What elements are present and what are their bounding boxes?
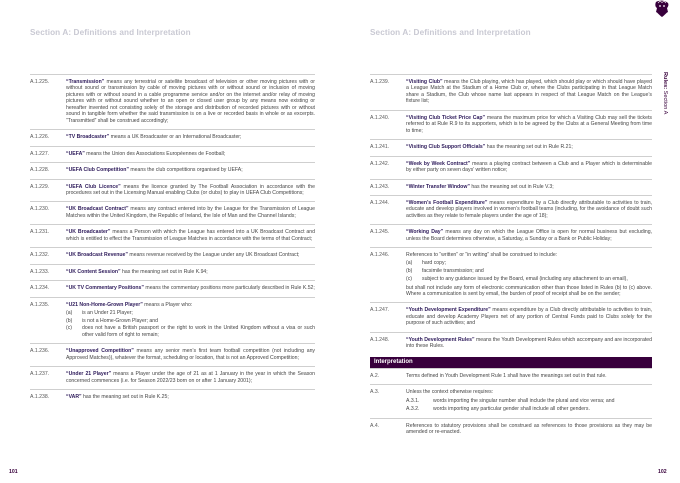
definition-entry	[30, 343, 315, 366]
entry-text: means a Player who:	[142, 301, 193, 308]
entry-number: A.1.244.	[370, 199, 390, 206]
entry-text: means any senior men’s first team football competition (not including any Approved Matches)), whatever the format, scheduling or location, that is not an Approved Competition;	[66, 348, 315, 361]
entry-number: A.1.246.	[370, 252, 390, 259]
entry-body	[66, 151, 315, 157]
entry-body	[66, 371, 315, 384]
entry-number: A.1.239.	[370, 79, 390, 85]
definition-entry	[370, 156, 652, 179]
sub-item-text: facsimile transmission; and	[422, 268, 484, 275]
entry-body	[406, 184, 652, 190]
defined-term: “Youth Development Rules”	[406, 336, 475, 343]
entry-text: means the Youth Development Rules which accompany and are incorporated into these Rules.	[406, 336, 652, 350]
defined-term: “U21 Non-Home-Grown Player”	[66, 301, 143, 308]
entry-text: means the commentary positions more particularly described in Rule K.52;	[143, 285, 315, 292]
entry-body	[66, 79, 315, 124]
entry-number: A.1.236.	[30, 348, 50, 355]
entry-text: has the meaning set out in Rule K.25;	[81, 394, 169, 401]
entry-number: A.1.235.	[30, 301, 50, 308]
entry-body	[406, 373, 652, 379]
definition-entry	[370, 384, 652, 417]
entry-number: A.1.233.	[30, 268, 50, 275]
sub-clause-number: A.3.2.	[406, 406, 420, 413]
side-tab-text: Section A	[662, 89, 668, 115]
entry-body	[406, 200, 652, 219]
sub-clause-text: words importing any particular gender shall include all other genders.	[433, 406, 590, 413]
definition-entry	[30, 297, 315, 344]
definition-entry	[370, 224, 652, 247]
entry-text: means the Club playing, which has played, which should play or which should have played a League Match at the Stadium of a Home Club or, where the Clubs participating in that League Match share a Stadium, the Club whose name last appears in respect of that League Match on the League’s fixture list;	[406, 79, 652, 105]
definition-entry	[370, 332, 652, 355]
entry-text: means the maximum price for which a Visiting Club may sell the tickets referred to at Rule R.9 to its supporters, which is to be agreed by the Clubs at a General Meeting from time to time;	[406, 114, 652, 134]
entry-text: means expenditure by a Club directly attributable to activities to train, educate and develop Academy Players net of any portion of Central Funds paid to Clubs solely for the purpose of such activities; and	[406, 307, 652, 327]
entry-text: means a Player under the age of 21 as at 1 January in the year in which the Season concerned commences (i.e. for Season 2022/23 born on or after 1 January 2001);	[66, 371, 315, 384]
entry-text: References to statutory provisions shall be construed as references to those provisions as they may be amended or re-enacted.	[406, 422, 652, 435]
entry-number: A.1.228.	[30, 167, 50, 174]
defined-term: “UEFA Club Licence”	[66, 183, 121, 190]
defined-term: “UK Broadcast Revenue”	[66, 252, 128, 259]
entry-body	[406, 144, 652, 150]
entry-number: A.1.240.	[370, 114, 390, 121]
definition-entry	[370, 195, 652, 224]
entry-text: means revenue received by the League under any UK Broadcast Contract;	[128, 252, 300, 259]
entry-number: A.1.242.	[370, 160, 390, 167]
defined-term: “Visiting Club Support Officials”	[406, 144, 486, 151]
entry-body	[66, 167, 315, 173]
entry-body	[66, 229, 315, 242]
entry-body	[66, 184, 315, 197]
entry-body	[406, 161, 652, 174]
sub-item-label: (b)	[406, 268, 413, 275]
entry-text: Unless the context otherwise requires:	[406, 389, 494, 396]
entry-number: A.1.247.	[370, 307, 390, 314]
definition-entry	[30, 224, 315, 247]
defined-term: “UEFA Club Competition”	[66, 167, 129, 174]
entry-text: means any contract entered into by the League for the Transmission of League Matches within the United Kingdom, the Republic of Ireland, the Isle of Man and the Channel Islands;	[66, 206, 315, 219]
entry-text: References to “written” or “in writing” shall be construed to include:	[406, 252, 558, 259]
entry-body	[66, 269, 315, 275]
definition-entry	[370, 74, 652, 110]
entry-text: has the meaning set out in Rule R.21;	[485, 144, 573, 151]
entry-text: means any day on which the League Office is open for normal business but excluding, unless the Board determines otherwise, a Saturday, a Sunday or a Bank or Public Holiday;	[406, 229, 652, 242]
sub-item-label: (c)	[406, 276, 412, 283]
entry-body	[406, 115, 652, 134]
entry-text: has the meaning set out in Rule V.3;	[469, 183, 554, 190]
entry-number: A.1.243.	[370, 183, 390, 190]
definition-entry	[30, 264, 315, 280]
entry-number: A.1.248.	[370, 336, 390, 343]
sub-item-text: subject to any guidance issued by the Board, email (including any attachment to an email),	[422, 276, 628, 283]
defined-term: “Transmission”	[66, 79, 105, 85]
definition-entry	[30, 129, 315, 145]
sub-item-label: (c)	[66, 325, 72, 332]
entry-body	[66, 134, 315, 140]
section-title-left: Section A: Definitions and Interpretation	[30, 28, 191, 37]
entry-number: A.1.234.	[30, 285, 50, 292]
definition-entry	[30, 247, 315, 263]
defined-term: “Winter Transfer Window”	[406, 183, 470, 190]
sub-item-text: hard copy;	[422, 260, 447, 267]
entry-text: has the meaning set out in Rule K.94;	[120, 268, 208, 275]
entry-number: A.1.227.	[30, 150, 50, 157]
entry-number: A.1.241.	[370, 144, 390, 151]
entry-number: A.1.229.	[30, 183, 50, 190]
page-number-left: 101	[9, 469, 18, 475]
entry-text: means the Union des Associations Européennes de Football;	[84, 150, 226, 157]
entry-body	[406, 307, 652, 326]
entry-body	[406, 229, 652, 242]
definition-entry	[30, 179, 315, 202]
sub-item	[66, 325, 315, 338]
definition-entry	[370, 368, 652, 384]
sub-item-label: (a)	[66, 309, 73, 316]
definition-entry	[370, 179, 652, 195]
entry-number: A.1.245.	[370, 229, 390, 236]
defined-term: “UEFA”	[66, 150, 85, 157]
definition-entry	[370, 139, 652, 155]
right-entries-list	[370, 74, 652, 440]
entry-number: A.1.225.	[30, 79, 50, 85]
entry-body	[406, 337, 652, 350]
entry-body	[66, 252, 315, 258]
entry-body	[66, 394, 315, 400]
entry-number: A.1.237.	[30, 371, 50, 378]
defined-term: “Working Day”	[406, 229, 444, 236]
definition-entry	[370, 247, 652, 302]
sub-item	[406, 260, 652, 266]
entry-number: A.1.226.	[30, 134, 50, 141]
definition-entry	[370, 110, 652, 139]
sub-clause	[406, 398, 652, 404]
definition-entry	[370, 302, 652, 331]
definition-entry	[30, 280, 315, 296]
definition-entry	[30, 366, 315, 389]
definition-entry	[30, 146, 315, 162]
left-entries-list	[30, 74, 315, 406]
interpretation-heading: Interpretation	[370, 357, 652, 368]
defined-term: “UK TV Commentary Positions”	[66, 285, 144, 292]
sub-item-text: does not have a British passport or the right to work in the United Kingdom without a visa or such other valid form of right to remain;	[82, 325, 315, 338]
entry-number: A.3.	[370, 389, 380, 396]
page-number-right: 102	[658, 469, 667, 475]
right-page	[340, 0, 680, 483]
sub-item	[66, 318, 315, 324]
entry-number: A.4.	[370, 422, 380, 429]
sub-item	[406, 268, 652, 274]
sub-item	[66, 310, 315, 316]
defined-term: “Under 21 Player”	[66, 371, 112, 378]
defined-term: “Visiting Club”	[406, 79, 443, 85]
definition-entry	[30, 162, 315, 178]
entry-body	[406, 423, 652, 436]
defined-term: “TV Broadcaster”	[66, 134, 110, 141]
entry-body	[66, 348, 315, 361]
defined-term: “Women’s Football Expenditure”	[406, 199, 488, 206]
defined-term: “Unapproved Competition”	[66, 348, 134, 355]
entry-trailing-text: but shall not include any form of electronic communication other than those listed in Rules (b) to (c) above. Where a communication is sent by email, the burden of proof of receipt shall be on the sender;	[406, 284, 652, 298]
defined-term: “UK Broadcaster”	[66, 229, 111, 236]
entry-text: Terms defined in Youth Development Rule 1 shall have the meanings set out in that rule.	[406, 372, 607, 379]
entry-number: A.1.231.	[30, 229, 50, 236]
defined-term: “UK Broadcast Contract”	[66, 206, 129, 213]
entry-body	[66, 285, 315, 291]
entry-text: means a Person with which the League has entered into a UK Broadcast Contract and which is entitled to effect the Transmission of League Matches in accordance with the terms of that Contract;	[66, 229, 315, 242]
definition-entry	[30, 201, 315, 224]
side-section-tab	[660, 72, 672, 132]
entry-body	[406, 79, 652, 105]
entry-text: means a UK Broadcaster or an International Broadcaster;	[109, 134, 242, 141]
sub-clause	[406, 406, 652, 412]
entry-body	[66, 302, 315, 339]
defined-term: “Visiting Club Ticket Price Cap”	[406, 114, 486, 121]
definition-entry	[370, 418, 652, 441]
side-tab-bold: Rules:	[662, 72, 668, 90]
defined-term: “VAR”	[66, 394, 82, 401]
sub-item	[406, 276, 652, 282]
entry-text: means expenditure by a Club directly attributable to activities to train, educate and develop players involved in women’s football teams (including, for the avoidance of doubt such activities as they relate to female players under the age of 18);	[406, 199, 652, 219]
sub-item-label: (b)	[66, 317, 73, 324]
premier-league-lion-icon	[652, 0, 672, 18]
entry-number: A.1.230.	[30, 206, 50, 213]
entry-number: A.1.232.	[30, 252, 50, 259]
entry-number: A.1.238.	[30, 394, 50, 401]
entry-body	[406, 389, 652, 412]
entry-text: means any terrestrial or satellite broadcast of television or other moving pictures with or without sound or transmission by cable of moving pictures with or without sound or inclusion of moving pictures with or without sound in a cable programme service and/or on the internet and/or relay of moving pictures with or without sound whether to an open or closed user group by any means now existing or hereafter invented not consisting solely of the storage and distribution of recorded pictures with or without sound in tangible form whether the said transmission is on a live or recorded basis in whole or as excerpts. “Transmitted” shall be construed accordingly;	[66, 79, 315, 124]
entry-text: means the club competitions organised by UEFA;	[128, 167, 243, 174]
sub-clause-number: A.3.1.	[406, 397, 420, 404]
sub-clause-text: words importing the singular number shall include the plural and vice versa; and	[433, 397, 615, 404]
entry-number: A.2.	[370, 372, 380, 379]
definition-entry	[30, 389, 315, 405]
section-title-right: Section A: Definitions and Interpretation	[370, 28, 531, 37]
entry-body	[406, 252, 652, 297]
sub-item-text: is an Under 21 Player;	[82, 309, 133, 316]
entry-text: means the licence granted by The Football Association in accordance with the procedures set out in the Licensing Manual enabling Clubs (or clubs) to play in UEFA Club Competitions;	[66, 183, 315, 196]
definition-entry	[30, 74, 315, 129]
sub-item-text: is not a Home-Grown Player; and	[82, 317, 159, 324]
defined-term: “Week by Week Contract”	[406, 160, 471, 167]
sub-item-label: (a)	[406, 260, 413, 267]
defined-term: “UK Content Session”	[66, 268, 121, 275]
defined-term: “Youth Development Expenditure”	[406, 307, 491, 314]
entry-text: means a playing contract between a Club and a Player which is determinable by either party on seven days’ written notice;	[406, 160, 652, 174]
entry-body	[66, 206, 315, 219]
